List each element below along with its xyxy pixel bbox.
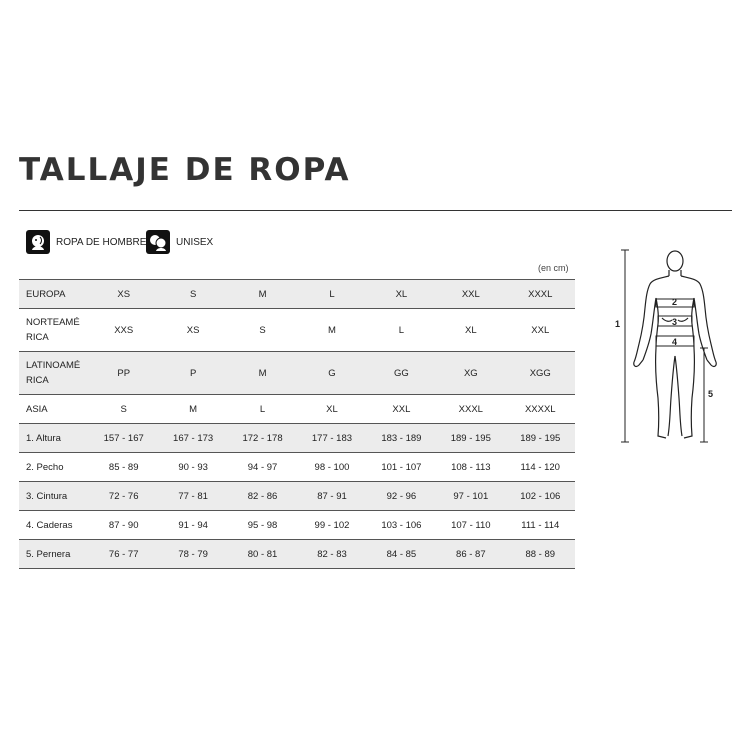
figure-marker-2: 2 bbox=[672, 297, 678, 307]
row-label: 5. Pernera bbox=[19, 540, 89, 569]
table-cell: 87 - 90 bbox=[108, 519, 139, 531]
table-cell: 88 - 89 bbox=[506, 540, 575, 569]
figure-marker-5: 5 bbox=[708, 389, 714, 399]
figure-marker-1: 1 bbox=[615, 319, 621, 329]
table-cell: 82 - 83 bbox=[297, 540, 366, 569]
table-cell: XXL bbox=[531, 324, 550, 336]
row-label: NORTEAMÉ RICA bbox=[26, 317, 80, 343]
table-cell: XXXL bbox=[458, 403, 483, 415]
row-label: LATINOAMÉ RICA bbox=[19, 352, 89, 395]
table-cell: 86 - 87 bbox=[436, 540, 505, 569]
table-cell: M bbox=[228, 352, 297, 395]
table-cell: 101 - 107 bbox=[381, 461, 422, 473]
row-label: 4. Caderas bbox=[26, 519, 73, 531]
table-cell: 102 - 106 bbox=[506, 482, 575, 511]
size-system-row bbox=[19, 280, 575, 309]
table-cell: PP bbox=[89, 352, 158, 395]
table-cell: 82 - 86 bbox=[228, 482, 297, 511]
row-label: 2. Pecho bbox=[26, 461, 64, 473]
table-cell: P bbox=[158, 352, 227, 395]
man-head-icon bbox=[26, 230, 50, 254]
legend-unisex-label: UNISEX bbox=[176, 236, 214, 248]
table-cell: 91 - 94 bbox=[178, 519, 208, 531]
table-cell: XL bbox=[367, 280, 436, 309]
figure-marker-4: 4 bbox=[672, 337, 678, 347]
table-cell: 108 - 113 bbox=[451, 461, 491, 473]
unisex-heads-icon bbox=[146, 230, 170, 254]
body-measurement-figure bbox=[606, 244, 724, 446]
table-cell: XXL bbox=[436, 280, 505, 309]
table-cell: XGG bbox=[506, 352, 575, 395]
table-cell: M bbox=[328, 324, 336, 336]
table-cell: L bbox=[297, 280, 366, 309]
table-cell: 99 - 102 bbox=[314, 519, 350, 531]
table-cell: XXXL bbox=[506, 280, 575, 309]
row-label: EUROPA bbox=[19, 280, 89, 309]
table-cell: L bbox=[398, 324, 405, 336]
page-title: TALLAJE DE ROPA bbox=[19, 152, 351, 188]
table-cell: 94 - 97 bbox=[247, 461, 278, 473]
row-label: 3. Cintura bbox=[19, 482, 89, 511]
table-cell: S bbox=[120, 403, 127, 415]
table-cell: 95 - 98 bbox=[247, 519, 278, 531]
table-cell: 157 - 167 bbox=[89, 424, 158, 453]
legend-unisex bbox=[146, 230, 213, 254]
table-cell: 85 - 89 bbox=[108, 461, 139, 473]
title-divider bbox=[19, 210, 732, 211]
table-cell: XL bbox=[465, 324, 477, 336]
table-cell: L bbox=[259, 403, 266, 415]
table-cell: XG bbox=[436, 352, 505, 395]
figure-marker-3: 3 bbox=[672, 317, 678, 327]
table-cell: S bbox=[259, 324, 266, 336]
measurement-row bbox=[19, 540, 575, 569]
table-cell: 177 - 183 bbox=[297, 424, 366, 453]
table-cell: XL bbox=[326, 403, 338, 415]
measurement-row bbox=[19, 453, 575, 482]
table-cell: M bbox=[189, 403, 198, 415]
table-cell: 72 - 76 bbox=[89, 482, 158, 511]
table-cell: 189 - 195 bbox=[436, 424, 505, 453]
table-cell: 78 - 79 bbox=[158, 540, 227, 569]
table-cell: 111 - 114 bbox=[521, 519, 560, 531]
table-cell: G bbox=[297, 352, 366, 395]
measurement-row bbox=[19, 424, 575, 453]
table-cell: 107 - 110 bbox=[451, 519, 491, 531]
table-cell: 92 - 96 bbox=[367, 482, 436, 511]
table-cell: 84 - 85 bbox=[367, 540, 436, 569]
table-cell: 80 - 81 bbox=[228, 540, 297, 569]
row-label: ASIA bbox=[26, 403, 48, 415]
measurement-row bbox=[19, 511, 575, 540]
size-system-row bbox=[19, 395, 575, 424]
table-cell: XXL bbox=[392, 403, 411, 415]
table-cell: 77 - 81 bbox=[158, 482, 227, 511]
table-cell: XS bbox=[89, 280, 158, 309]
table-cell: 76 - 77 bbox=[89, 540, 158, 569]
legend-mens bbox=[26, 230, 146, 254]
table-cell: 114 - 120 bbox=[520, 461, 560, 473]
table-cell: M bbox=[228, 280, 297, 309]
table-cell: GG bbox=[367, 352, 436, 395]
table-cell: 87 - 91 bbox=[297, 482, 366, 511]
row-label: 1. Altura bbox=[19, 424, 89, 453]
table-cell: 98 - 100 bbox=[314, 461, 350, 473]
size-system-row bbox=[19, 309, 575, 352]
table-cell: S bbox=[158, 280, 227, 309]
table-cell: 90 - 93 bbox=[178, 461, 208, 473]
size-chart-table bbox=[19, 279, 575, 569]
table-cell: 103 - 106 bbox=[381, 519, 422, 531]
table-cell: XXS bbox=[114, 324, 134, 336]
size-system-row bbox=[19, 352, 575, 395]
table-cell: 189 - 195 bbox=[506, 424, 575, 453]
units-note: (en cm) bbox=[538, 263, 569, 273]
table-cell: XS bbox=[186, 324, 200, 336]
legend-mens-label: ROPA DE HOMBRE bbox=[56, 236, 147, 248]
table-cell: XXXXL bbox=[524, 403, 556, 415]
measurement-row bbox=[19, 482, 575, 511]
table-cell: 97 - 101 bbox=[436, 482, 505, 511]
table-cell: 167 - 173 bbox=[158, 424, 227, 453]
table-cell: 172 - 178 bbox=[228, 424, 297, 453]
table-cell: 183 - 189 bbox=[367, 424, 436, 453]
